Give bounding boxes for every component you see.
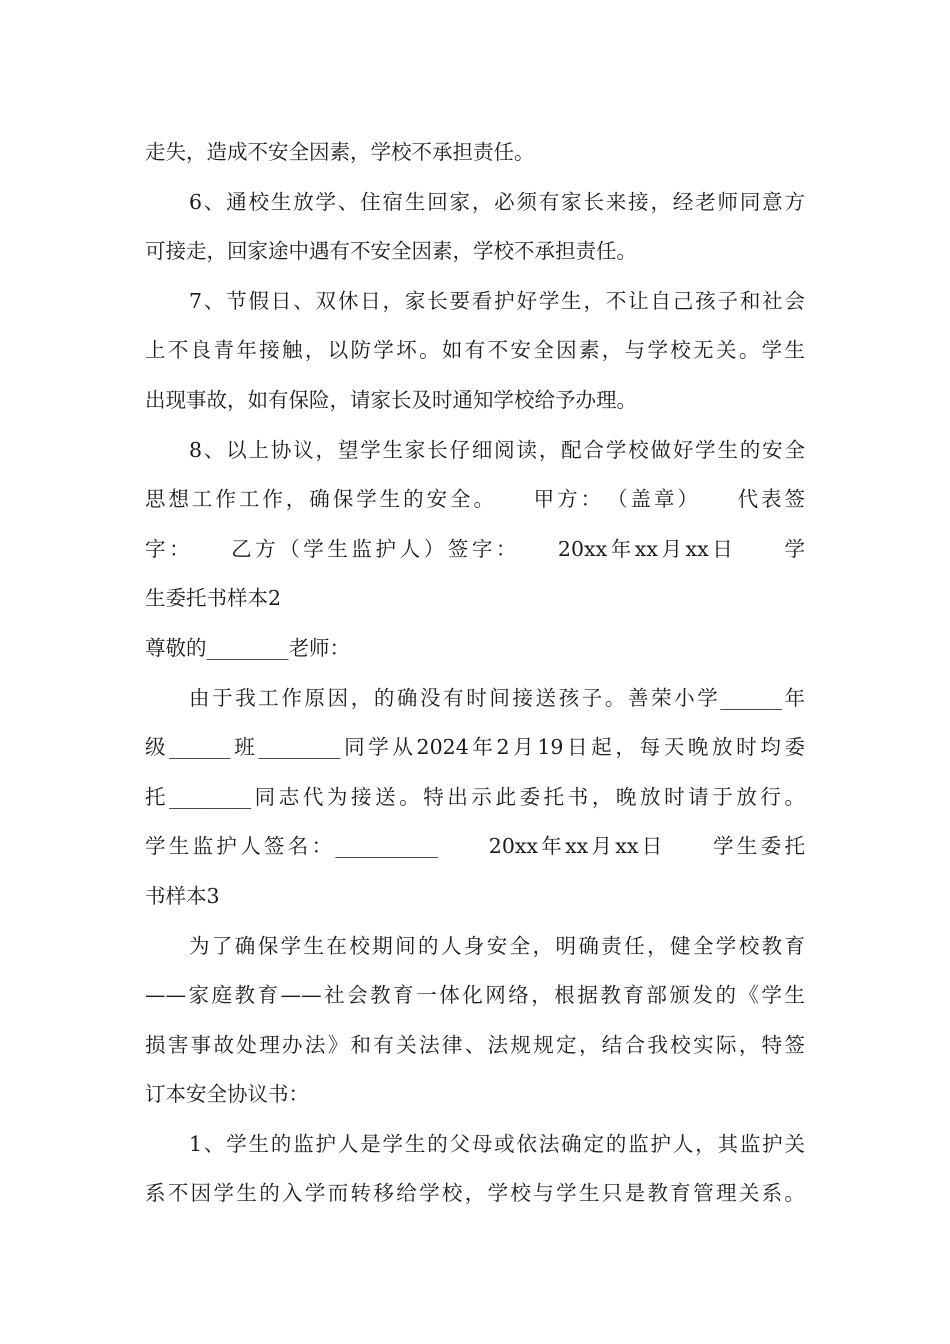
text-line-22: 系不因学生的入学而转移给学校，学校与学生只是教育管理关系。 bbox=[145, 1181, 805, 1206]
text-line-21: 1、学生的监护人是学生的父母或依法确定的监护人，其监护关 bbox=[189, 1131, 805, 1156]
text-line-1: 走失，造成不安全因素，学校不承担责任。 bbox=[145, 140, 535, 164]
text-line-5: 上不良青年接触，以防学坏。如有不安全因素，与学校无关。学生 bbox=[145, 338, 805, 363]
text-line-12: 由于我工作原因，的确没有时间接送孩子。善荣小学______年 bbox=[189, 685, 805, 710]
section-title-sample-3: 书样本3 bbox=[145, 883, 220, 908]
text-line-2: 6、通校生放学、住宿生回家，必须有家长来接，经老师同意方 bbox=[189, 189, 805, 214]
signature-line: 学生监护人签名：__________ 20xx年xx月xx日 学生委托 bbox=[145, 834, 805, 859]
text-line-4: 7、节假日、双休日，家长要看护好学生，不让自己孩子和社会 bbox=[189, 288, 805, 313]
document-page bbox=[145, 128, 805, 1219]
text-line-6: 出现事故，如有保险，请家长及时通知学校给予办理。 bbox=[145, 387, 637, 412]
text-line-20: 订本安全协议书： bbox=[145, 1082, 309, 1107]
text-line-9: 字： 乙方（学生监护人）签字： 20xx年xx月xx日 学 bbox=[145, 536, 805, 561]
text-line-3: 可接走，回家途中遇有不安全因素，学校不承担责任。 bbox=[145, 239, 637, 264]
text-line-19: 损害事故处理办法》和有关法律、法规规定，结合我校实际，特签 bbox=[145, 1032, 805, 1057]
text-line-18: ——家庭教育——社会教育一体化网络，根据教育部颁发的《学生 bbox=[145, 983, 805, 1008]
salutation-line: 尊敬的________老师： bbox=[145, 635, 350, 660]
text-line-8: 思想工作工作，确保学生的安全。 甲方： （盖章） 代表签 bbox=[145, 487, 805, 512]
text-line-14: 托________同志代为接送。特出示此委托书，晚放时请于放行。 bbox=[145, 784, 805, 809]
text-line-13: 级______班________同学从2024年2月19日起，每天晚放时均委 bbox=[145, 735, 805, 760]
text-line-7: 8、以上协议，望学生家长仔细阅读，配合学校做好学生的安全 bbox=[189, 437, 805, 462]
text-line-17: 为了确保学生在校期间的人身安全，明确责任，健全学校教育 bbox=[189, 933, 805, 958]
section-title-sample-2: 生委托书样本2 bbox=[145, 586, 282, 611]
